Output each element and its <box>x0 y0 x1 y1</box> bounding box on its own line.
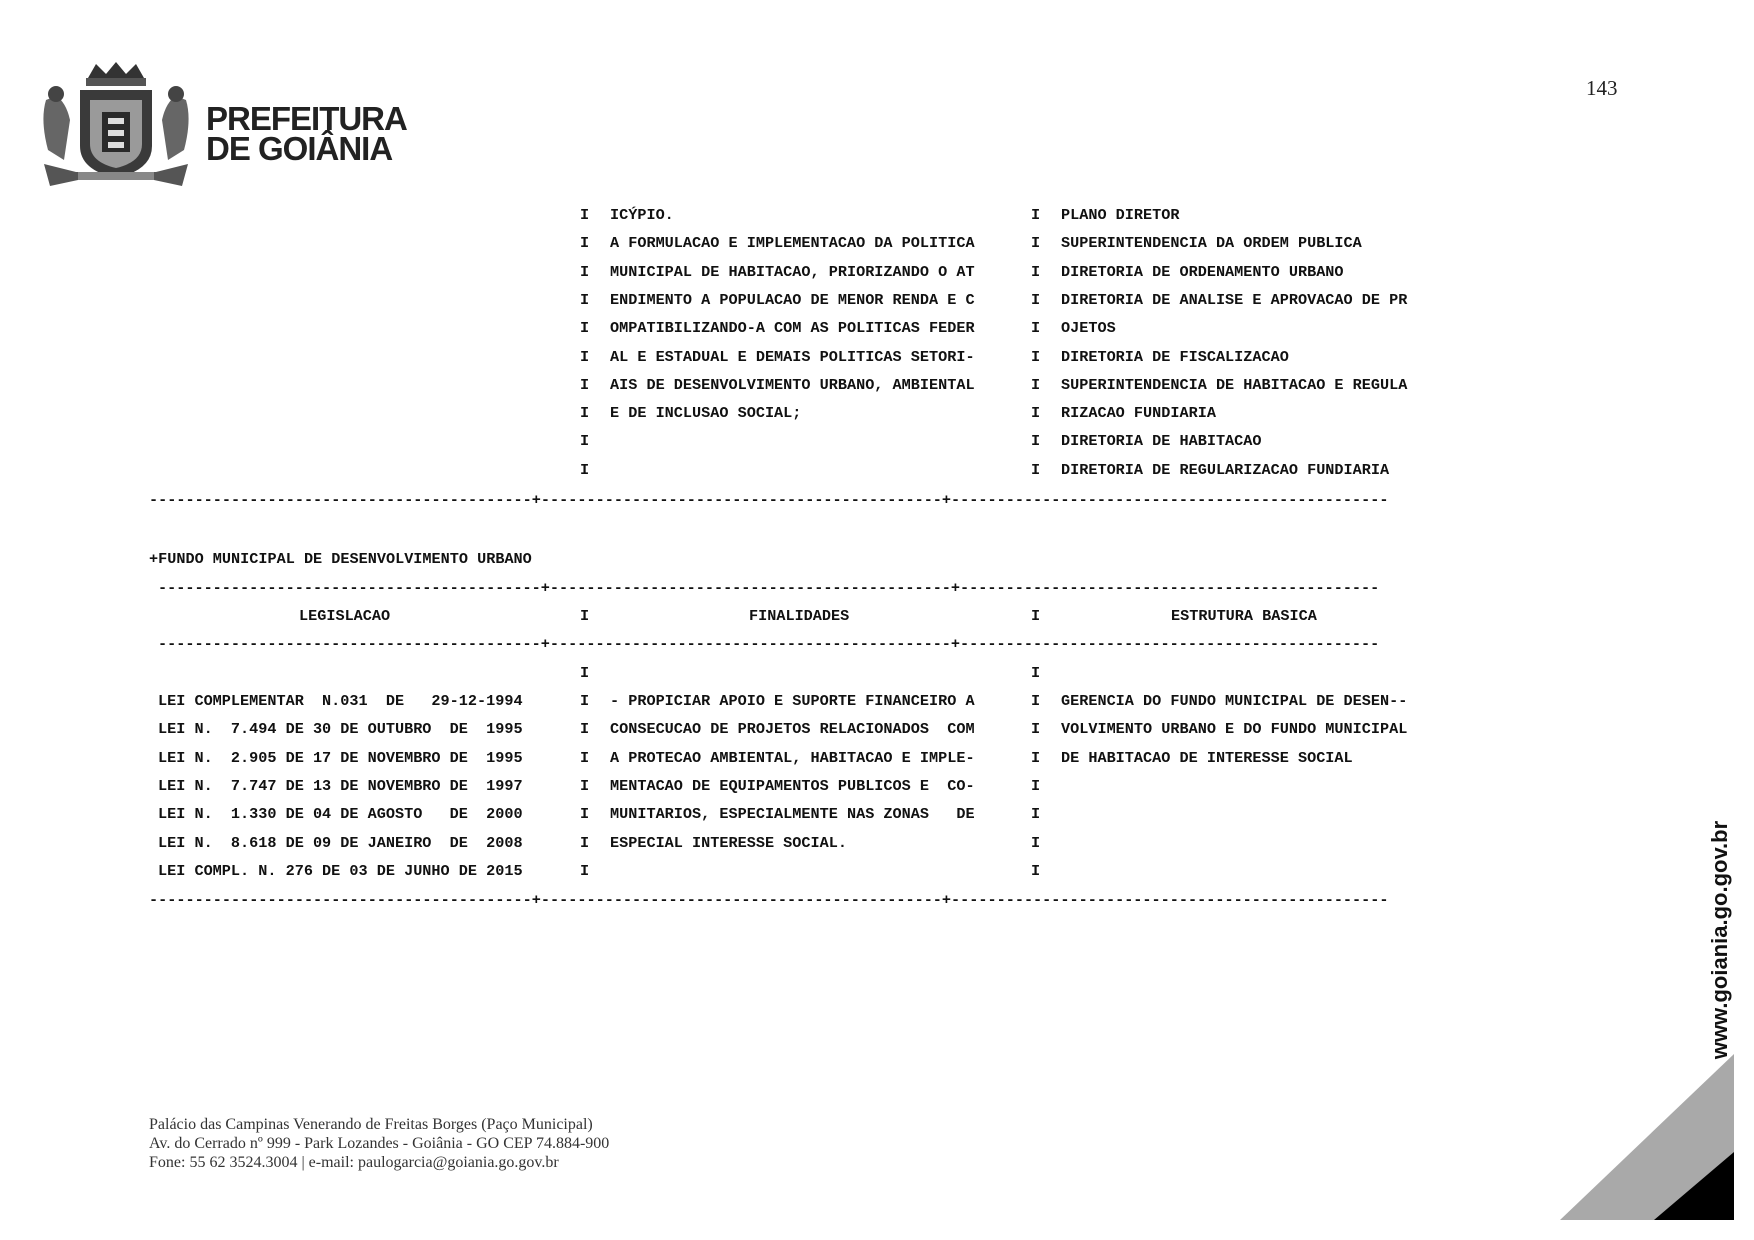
prefeitura-logo <box>36 60 407 200</box>
coat-of-arms-icon <box>36 60 196 196</box>
section-title: +FUNDO MUNICIPAL DE DESENVOLVIMENTO URBANO <box>149 550 532 568</box>
finalidades-cell: A PROTECAO AMBIENTAL, HABITACAO E IMPLE- <box>610 749 975 767</box>
column-separator: I <box>580 319 590 337</box>
footer-line-2: Av. do Cerrado nº 999 - Park Lozandes - Goiânia - GO CEP 74.884-900 <box>149 1135 610 1152</box>
column-separator: I <box>580 692 590 710</box>
column-separator: I <box>580 805 590 823</box>
column-separator: I <box>580 777 590 795</box>
corner-decoration-icon <box>1560 1054 1734 1220</box>
estrutura-cell: GERENCIA DO FUNDO MUNICIPAL DE DESEN-- <box>1061 692 1408 710</box>
column-separator: I <box>580 291 590 309</box>
footer-line-1: Palácio das Campinas Venerando de Freitas Borges (Paço Municipal) <box>149 1116 593 1133</box>
column-separator: I <box>1031 319 1041 337</box>
column-separator: I <box>1031 862 1041 880</box>
column-separator: I <box>1031 263 1041 281</box>
legislacao-cell: LEI COMPLEMENTAR N.031 DE 29-12-1994 <box>158 692 523 710</box>
legislacao-cell: LEI N. 2.905 DE 17 DE NOVEMBRO DE 1995 <box>158 749 523 767</box>
legislacao-cell: LEI N. 7.494 DE 30 DE OUTUBRO DE 1995 <box>158 720 523 738</box>
column-separator: I <box>1031 777 1041 795</box>
column-separator: I <box>1031 291 1041 309</box>
header-estrutura-basica: ESTRUTURA BASICA <box>1171 607 1317 625</box>
logo-line-2: DE GOIÂNIA <box>206 130 393 167</box>
upper-row-structure: DIRETORIA DE ORDENAMENTO URBANO <box>1061 263 1344 281</box>
finalidades-cell: CONSECUCAO DE PROJETOS RELACIONADOS COM <box>610 720 975 738</box>
upper-row-structure: PLANO DIRETOR <box>1061 206 1180 224</box>
footer-address <box>149 1115 609 1172</box>
upper-row-description: MUNICIPAL DE HABITACAO, PRIORIZANDO O AT <box>610 263 975 281</box>
finalidades-cell: MUNITARIOS, ESPECIALMENTE NAS ZONAS DE <box>610 805 975 823</box>
legislacao-cell: LEI N. 1.330 DE 04 DE AGOSTO DE 2000 <box>158 805 523 823</box>
column-separator: I <box>580 664 590 682</box>
header-finalidades: FINALIDADES <box>749 607 850 625</box>
fund-table-top-rule: ------------------------------------------+--------------------------------------------+---------------------------------------------- <box>158 579 1380 597</box>
column-separator: I <box>580 720 590 738</box>
upper-row-description: ICÝPIO. <box>610 206 674 224</box>
finalidades-cell: MENTACAO DE EQUIPAMENTOS PUBLICOS E CO- <box>610 777 975 795</box>
legislacao-cell: LEI COMPL. N. 276 DE 03 DE JUNHO DE 2015 <box>158 862 523 880</box>
column-separator: I <box>580 376 590 394</box>
column-separator: I <box>1031 376 1041 394</box>
upper-row-structure: OJETOS <box>1061 319 1116 337</box>
upper-row-structure: RIZACAO FUNDIARIA <box>1061 404 1216 422</box>
upper-row-description: OMPATIBILIZANDO-A COM AS POLITICAS FEDER <box>610 319 975 337</box>
upper-row-structure: DIRETORIA DE ANALISE E APROVACAO DE PR <box>1061 291 1408 309</box>
column-separator: I <box>1031 607 1041 625</box>
upper-row-structure: DIRETORIA DE HABITACAO <box>1061 432 1262 450</box>
estrutura-cell: DE HABITACAO DE INTERESSE SOCIAL <box>1061 749 1353 767</box>
footer-line-3: Fone: 55 62 3524.3004 | e-mail: paulogarcia@goiania.go.gov.br <box>149 1154 559 1171</box>
column-separator: I <box>1031 461 1041 479</box>
column-separator: I <box>1031 206 1041 224</box>
logo-wordmark <box>206 100 407 167</box>
upper-row-structure: SUPERINTENDENCIA DE HABITACAO E REGULA <box>1061 376 1408 394</box>
column-separator: I <box>580 206 590 224</box>
column-separator: I <box>580 404 590 422</box>
upper-row-description: AIS DE DESENVOLVIMENTO URBANO, AMBIENTAL <box>610 376 975 394</box>
column-separator: I <box>580 432 590 450</box>
upper-table-bottom-rule: ------------------------------------------+--------------------------------------------+------------------------------------------------ <box>149 491 1389 509</box>
upper-row-description: E DE INCLUSAO SOCIAL; <box>610 404 802 422</box>
upper-row-description: AL E ESTADUAL E DEMAIS POLITICAS SETORI- <box>610 348 975 366</box>
upper-row-structure: SUPERINTENDENCIA DA ORDEM PUBLICA <box>1061 234 1362 252</box>
upper-row-structure: DIRETORIA DE REGULARIZACAO FUNDIARIA <box>1061 461 1390 479</box>
column-separator: I <box>580 834 590 852</box>
upper-row-structure: DIRETORIA DE FISCALIZACAO <box>1061 348 1289 366</box>
column-separator: I <box>580 862 590 880</box>
legislacao-cell: LEI N. 7.747 DE 13 DE NOVEMBRO DE 1997 <box>158 777 523 795</box>
column-separator: I <box>1031 834 1041 852</box>
column-separator: I <box>1031 805 1041 823</box>
column-separator: I <box>580 749 590 767</box>
upper-row-description: A FORMULACAO E IMPLEMENTACAO DA POLITICA <box>610 234 975 252</box>
page-number: 143 <box>1586 76 1618 100</box>
column-separator: I <box>1031 432 1041 450</box>
column-separator: I <box>1031 720 1041 738</box>
column-separator: I <box>1031 692 1041 710</box>
column-separator: I <box>580 607 590 625</box>
legislacao-cell: LEI N. 8.618 DE 09 DE JANEIRO DE 2008 <box>158 834 523 852</box>
column-separator: I <box>1031 664 1041 682</box>
column-separator: I <box>580 234 590 252</box>
fund-table-bottom-rule: ------------------------------------------+--------------------------------------------+------------------------------------------------ <box>149 891 1389 909</box>
column-separator: I <box>580 348 590 366</box>
estrutura-cell: VOLVIMENTO URBANO E DO FUNDO MUNICIPAL <box>1061 720 1408 738</box>
column-separator: I <box>1031 234 1041 252</box>
header-legislacao: LEGISLACAO <box>299 607 391 625</box>
column-separator: I <box>580 461 590 479</box>
column-separator: I <box>1031 348 1041 366</box>
column-separator: I <box>580 263 590 281</box>
column-separator: I <box>1031 404 1041 422</box>
upper-row-description: ENDIMENTO A POPULACAO DE MENOR RENDA E C <box>610 291 975 309</box>
finalidades-cell: ESPECIAL INTERESSE SOCIAL. <box>610 834 847 852</box>
column-separator: I <box>1031 749 1041 767</box>
website-url: www.goiania.go.gov.br <box>1707 820 1732 1060</box>
logo-line-1: PREFEITURA <box>206 100 407 137</box>
finalidades-cell: - PROPICIAR APOIO E SUPORTE FINANCEIRO A <box>610 692 975 710</box>
fund-table-header-rule: ------------------------------------------+--------------------------------------------+---------------------------------------------- <box>158 635 1380 653</box>
